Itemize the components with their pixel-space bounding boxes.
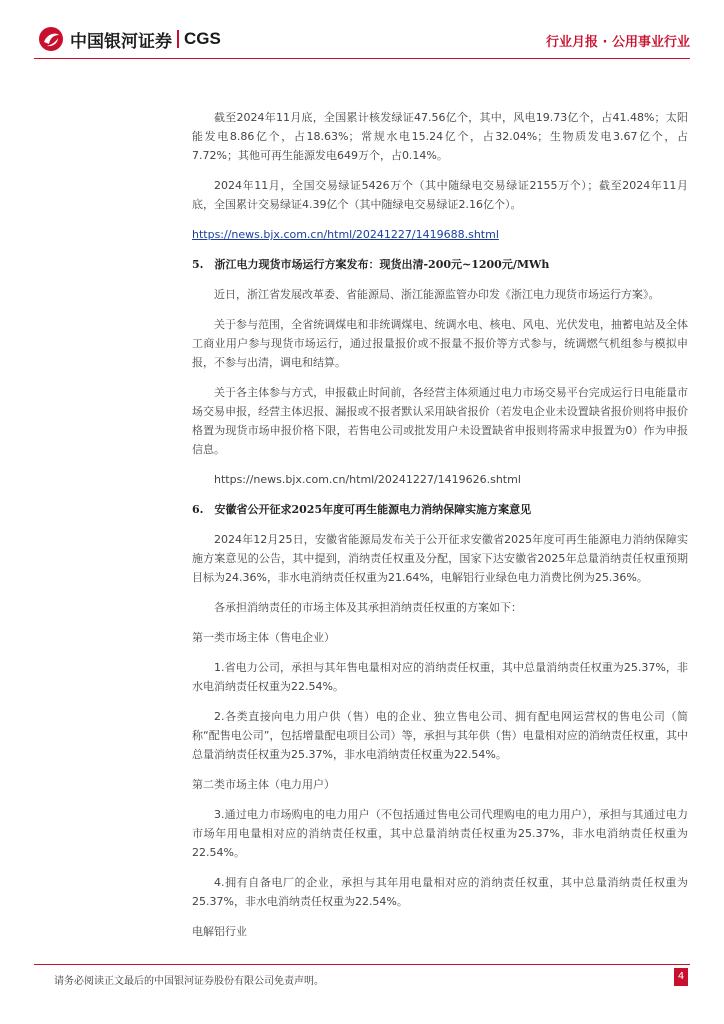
paragraph-green-cert-trading: 2024年11月，全国交易绿证5426万个（其中随绿电交易绿证2155万个）；截至2024年11月底，全国累计交易绿证4.39亿个（其中随绿电交易绿证2.16亿个）。: [192, 179, 688, 211]
paragraph-zhejiang-participation: 关于各主体参与方式，申报截止时间前，各经营主体须通过电力市场交易平台完成运行日电能量市场交易申报，经营主体迟报、漏报或不报者默认采用缺省报价（若发电企业未设置缺省报价则将申报价格置为现货市场申报价格下限，若售电公司或批发用户未设置缺省申报则将需求申报置为0）作为申报信息。: [192, 386, 688, 456]
footer-disclaimer: 请务必阅读正文最后的中国银河证券股份有限公司免责声明。: [54, 976, 324, 987]
source-link-1[interactable]: [192, 225, 688, 244]
subheading-first-class: 第一类市场主体（售电企业）: [192, 631, 335, 644]
logo-divider: [177, 30, 179, 48]
source-url-1[interactable]: https://news.bjx.com.cn/html/20241227/1419688.shtml: [192, 228, 499, 241]
paragraph-zhejiang-intro: 近日，浙江省发展改革委、省能源局、浙江能源监管办印发《浙江电力现货市场运行方案》。: [214, 288, 660, 301]
header-divider: [34, 58, 690, 59]
report-body: [192, 108, 688, 952]
page-header: [0, 0, 724, 60]
source-url-2-wrapper: [192, 470, 688, 489]
item-3: 3.通过电力市场购电的电力用户（不包括通过售电公司代理购电的电力用户），承担与其通过电力市场年用电量相对应的消纳责任权重，其中总量消纳责任权重为25.37%，非水电消纳责任权重为22.54%。: [192, 808, 688, 859]
paragraph-green-cert-issuance: 截至2024年11月底，全国累计核发绿证47.56亿个，其中，风电19.73亿个，占41.48%；太阳能发电8.86亿个，占18.63%；常规水电15.24亿个，占32.04%；生物质发电3.67亿个，占7.72%；其他可再生能源发电649万个，占0.14%。: [192, 111, 688, 162]
item-4: 4.拥有自备电厂的企业，承担与其年用电量相对应的消纳责任权重，其中总量消纳责任权重为25.37%，非水电消纳责任权重为22.54%。: [192, 876, 688, 908]
logo-mark-icon: [38, 26, 64, 52]
section-heading-6: 6. 安徽省公开征求2025年度可再生能源电力消纳保障实施方案意见: [192, 503, 532, 516]
item-1: 1.省电力公司，承担与其年售电量相对应的消纳责任权重，其中总量消纳责任权重为25.37%，非水电消纳责任权重为22.54%。: [192, 661, 688, 693]
page-number: 4: [674, 968, 688, 986]
subheading-aluminum: 电解铝行业: [192, 925, 247, 938]
item-2: 2.各类直接向电力用户供（售）电的企业、独立售电公司、拥有配电网运营权的售电公司（简称“配售电公司”，包括增量配电项目公司）等，承担与其年供（售）电量相对应的消纳责任权重，其中总量消纳责任权重为25.37%，非水电消纳责任权重为22.54%。: [192, 710, 688, 761]
paragraph-anhui-scheme: 各承担消纳责任的市场主体及其承担消纳责任权重的方案如下：: [214, 601, 522, 614]
logo-text-en: CGS: [184, 29, 221, 48]
subheading-second-class: 第二类市场主体（电力用户）: [192, 778, 335, 791]
logo-text-cn: 中国银河证券: [70, 31, 172, 52]
paragraph-zhejiang-scope: 关于参与范围，全省统调煤电和非统调煤电、统调水电、核电、风电、光伏发电，抽蓄电站及全体工商业用户参与现货市场运行，通过报量报价或不报量不报价等方式参与，统调燃气机组参与模拟申报，不参与出清，调电和结算。: [192, 318, 688, 369]
company-logo: [38, 26, 221, 52]
paragraph-anhui-intro: 2024年12月25日，安徽省能源局发布关于公开征求安徽省2025年度可再生能源电力消纳保障实施方案意见的公告，其中提到，消纳责任权重及分配，国家下达安徽省2025年总量消纳责任权重预期目标为24.36%，非水电消纳责任权重为21.64%，电解铝行业绿色电力消费比例为25.36%。: [192, 533, 688, 584]
report-category: 行业月报 · 公用事业行业: [546, 35, 690, 50]
footer-divider: [34, 964, 690, 965]
source-url-2: https://news.bjx.com.cn/html/20241227/1419626.shtml: [214, 473, 521, 486]
section-heading-5: 5. 浙江电力现货市场运行方案发布：现货出清-200元~1200元/MWh: [192, 258, 550, 271]
